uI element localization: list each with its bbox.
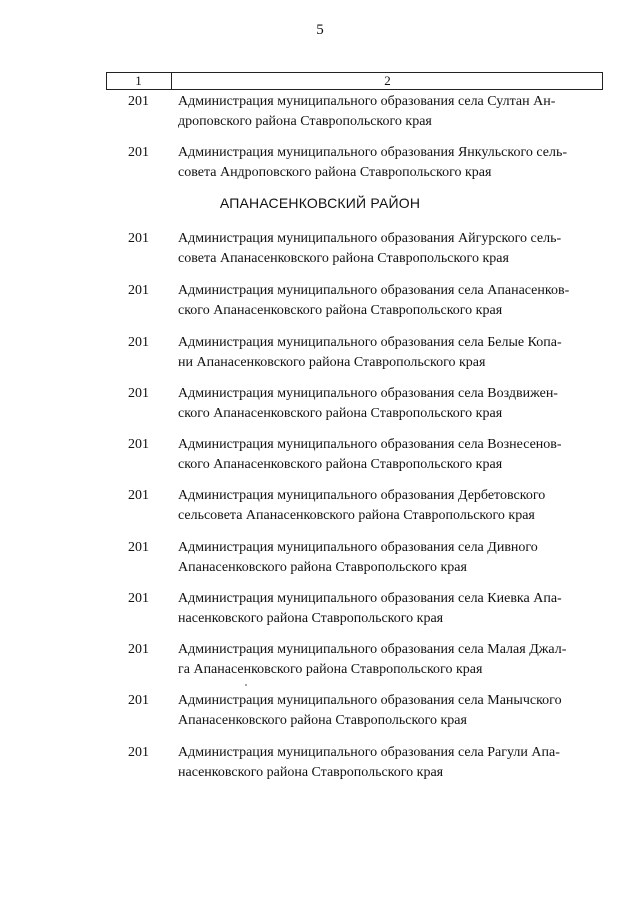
row-code: 201 xyxy=(128,437,149,452)
row-name xyxy=(178,435,598,475)
row-code: 201 xyxy=(128,94,149,109)
row-code: 201 xyxy=(128,591,149,606)
section-heading: АПАНАСЕНКОВСКИЙ РАЙОН xyxy=(219,195,421,211)
row-name-line: Администрация муниципального образования села Манычского xyxy=(178,693,562,708)
row-name-line: Администрация муниципального образования села Апанасенков- xyxy=(178,283,570,298)
row-name-line: Апанасенковского района Ставропольского края xyxy=(178,560,467,575)
row-name-line: ского Апанасенковского района Ставропольского края xyxy=(178,457,503,472)
row-code: 201 xyxy=(128,145,149,160)
row-code: 201 xyxy=(128,540,149,555)
row-name-line: га Апанасенковского района Ставропольского края xyxy=(178,662,483,677)
row-code: 201 xyxy=(128,642,149,657)
row-name-line: Администрация муниципального образования села Воздвижен- xyxy=(178,386,558,401)
row-name-line: Администрация муниципального образования села Малая Джал- xyxy=(178,642,567,657)
row-name xyxy=(178,538,598,578)
row-name xyxy=(178,691,598,731)
row-name-line: насенковского района Ставропольского края xyxy=(178,765,444,780)
table-header-col2: 2 xyxy=(384,73,391,88)
row-name xyxy=(178,281,598,321)
row-name-line: Администрация муниципального образования Янкульского сель- xyxy=(178,145,567,160)
row-name-line: Администрация муниципального образования села Киевка Апа- xyxy=(178,591,562,606)
row-code: 201 xyxy=(128,231,149,246)
table-header-col1: 1 xyxy=(135,73,142,88)
row-code: 201 xyxy=(128,335,149,350)
row-code: 201 xyxy=(128,745,149,760)
row-name-line: ского Апанасенковского района Ставропольского края xyxy=(178,406,503,421)
row-name-line: Администрация муниципального образования Айгурского сель- xyxy=(178,231,562,246)
row-name-line: Администрация муниципального образования села Султан Ан- xyxy=(178,94,556,109)
row-name-line: Администрация муниципального образования села Вознесенов- xyxy=(178,437,562,452)
row-name xyxy=(178,743,598,783)
row-name xyxy=(178,640,598,680)
row-name-line: сельсовета Апанасенковского района Ставропольского края xyxy=(178,508,535,523)
row-name-line: насенковского района Ставропольского края xyxy=(178,611,444,626)
row-code: 201 xyxy=(128,283,149,298)
row-name-line: Администрация муниципального образования села Дивного xyxy=(178,540,538,555)
table-header xyxy=(106,72,603,90)
row-name xyxy=(178,92,598,132)
row-code: 201 xyxy=(128,386,149,401)
row-name-line: совета Андроповского района Ставропольского края xyxy=(178,165,492,180)
row-name xyxy=(178,229,598,269)
row-name-line: ни Апанасенковского района Ставропольского края xyxy=(178,355,486,370)
row-name-line: Апанасенковского района Ставропольского края xyxy=(178,713,467,728)
page-number: 5 xyxy=(316,22,324,38)
row-name xyxy=(178,384,598,424)
row-name-line: дроповского района Ставропольского края xyxy=(178,114,432,129)
scan-speck xyxy=(245,684,247,686)
row-name xyxy=(178,589,598,629)
row-name xyxy=(178,486,598,526)
row-code: 201 xyxy=(128,693,149,708)
row-name-line: Администрация муниципального образования села Белые Копа- xyxy=(178,335,562,350)
row-name-line: совета Апанасенковского района Ставропольского края xyxy=(178,251,509,266)
row-name-line: Администрация муниципального образования села Рагули Апа- xyxy=(178,745,560,760)
row-name-line: Администрация муниципального образования Дербетовского xyxy=(178,488,546,503)
row-name xyxy=(178,333,598,373)
row-name xyxy=(178,143,598,183)
row-code: 201 xyxy=(128,488,149,503)
row-name-line: ского Апанасенковского района Ставропольского края xyxy=(178,303,503,318)
